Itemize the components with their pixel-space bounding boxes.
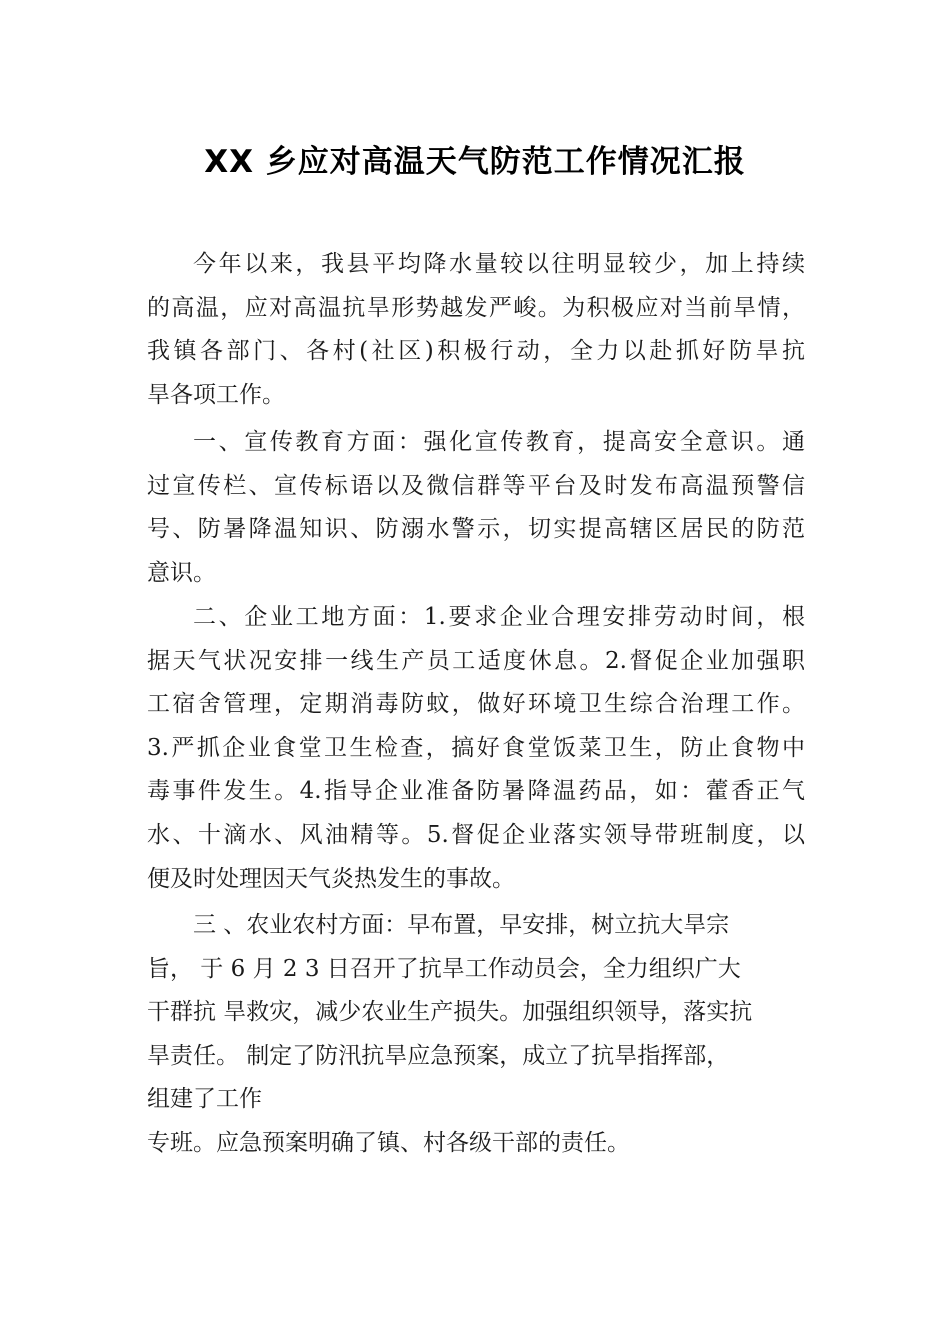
paragraph-agriculture: [147, 904, 805, 1166]
paragraph-line: 过宣传栏、宣传标语以及微信群等平台及时发布高温预警信: [147, 472, 805, 499]
paragraph-line: 意识。: [147, 559, 216, 586]
paragraph-line: 旱各项工作。: [147, 381, 285, 408]
paragraph-line: 今年以来，我县平均降水量较以往明显较少，加上持续: [193, 251, 805, 277]
paragraph-line: 旱责任。 制定了防汛抗旱应急预案，成立了抗旱指挥部，: [147, 1042, 730, 1069]
paragraph-line: 3.严抓企业食堂卫生检查，搞好食堂饭菜卫生，防止食物中: [147, 734, 805, 761]
paragraph-publicity: [147, 421, 805, 595]
paragraph-line: 的高温，应对高温抗旱形势越发严峻。为积极应对当前旱情，: [147, 294, 805, 321]
paragraph-line: 工宿舍管理，定期消毒防蚊，做好环境卫生综合治理工作。: [147, 691, 805, 718]
paragraph-line: 组建了工作: [147, 1086, 262, 1113]
paragraph-line: 干群抗 旱救灾，减少农业生产损失。加强组织领导，落实抗: [147, 999, 753, 1026]
paragraph-line: 据天气状况安排一线生产员工适度休息。2.督促企业加强职: [147, 647, 805, 674]
document-title: XX 乡应对高温天气防范工作情况汇报: [204, 144, 746, 180]
paragraph-line: 我镇各部门、各村(社区)积极行动，全力以赴抓好防旱抗: [147, 338, 805, 365]
paragraph-line: 水、十滴水、风油精等。5.督促企业落实领导带班制度，以: [147, 821, 805, 848]
paragraph-line: 一、宣传教育方面：强化宣传教育，提高安全意识。通: [193, 429, 805, 455]
paragraph-line: 便及时处理因天气炎热发生的事故。: [147, 865, 515, 892]
paragraph-enterprise: [147, 596, 805, 901]
paragraph-line: 毒事件发生。4.指导企业准备防暑降温药品，如：藿香正气: [147, 778, 805, 805]
paragraph-line: 旨， 于 6 月 2 3 日召开了抗旱工作动员会，全力组织广大: [147, 955, 741, 982]
paragraph-line: 号、防暑降温知识、防溺水警示，切实提高辖区居民的防范: [147, 516, 805, 543]
paragraph-line: 二、企业工地方面：1.要求企业合理安排劳动时间，根: [193, 604, 805, 630]
paragraph-line: 三 、农业农村方面：早布置，早安排，树立抗大旱宗: [193, 912, 730, 938]
paragraph-intro: [147, 243, 805, 417]
paragraph-line: 专班。应急预案明确了镇、村各级干部的责任。: [147, 1129, 630, 1156]
